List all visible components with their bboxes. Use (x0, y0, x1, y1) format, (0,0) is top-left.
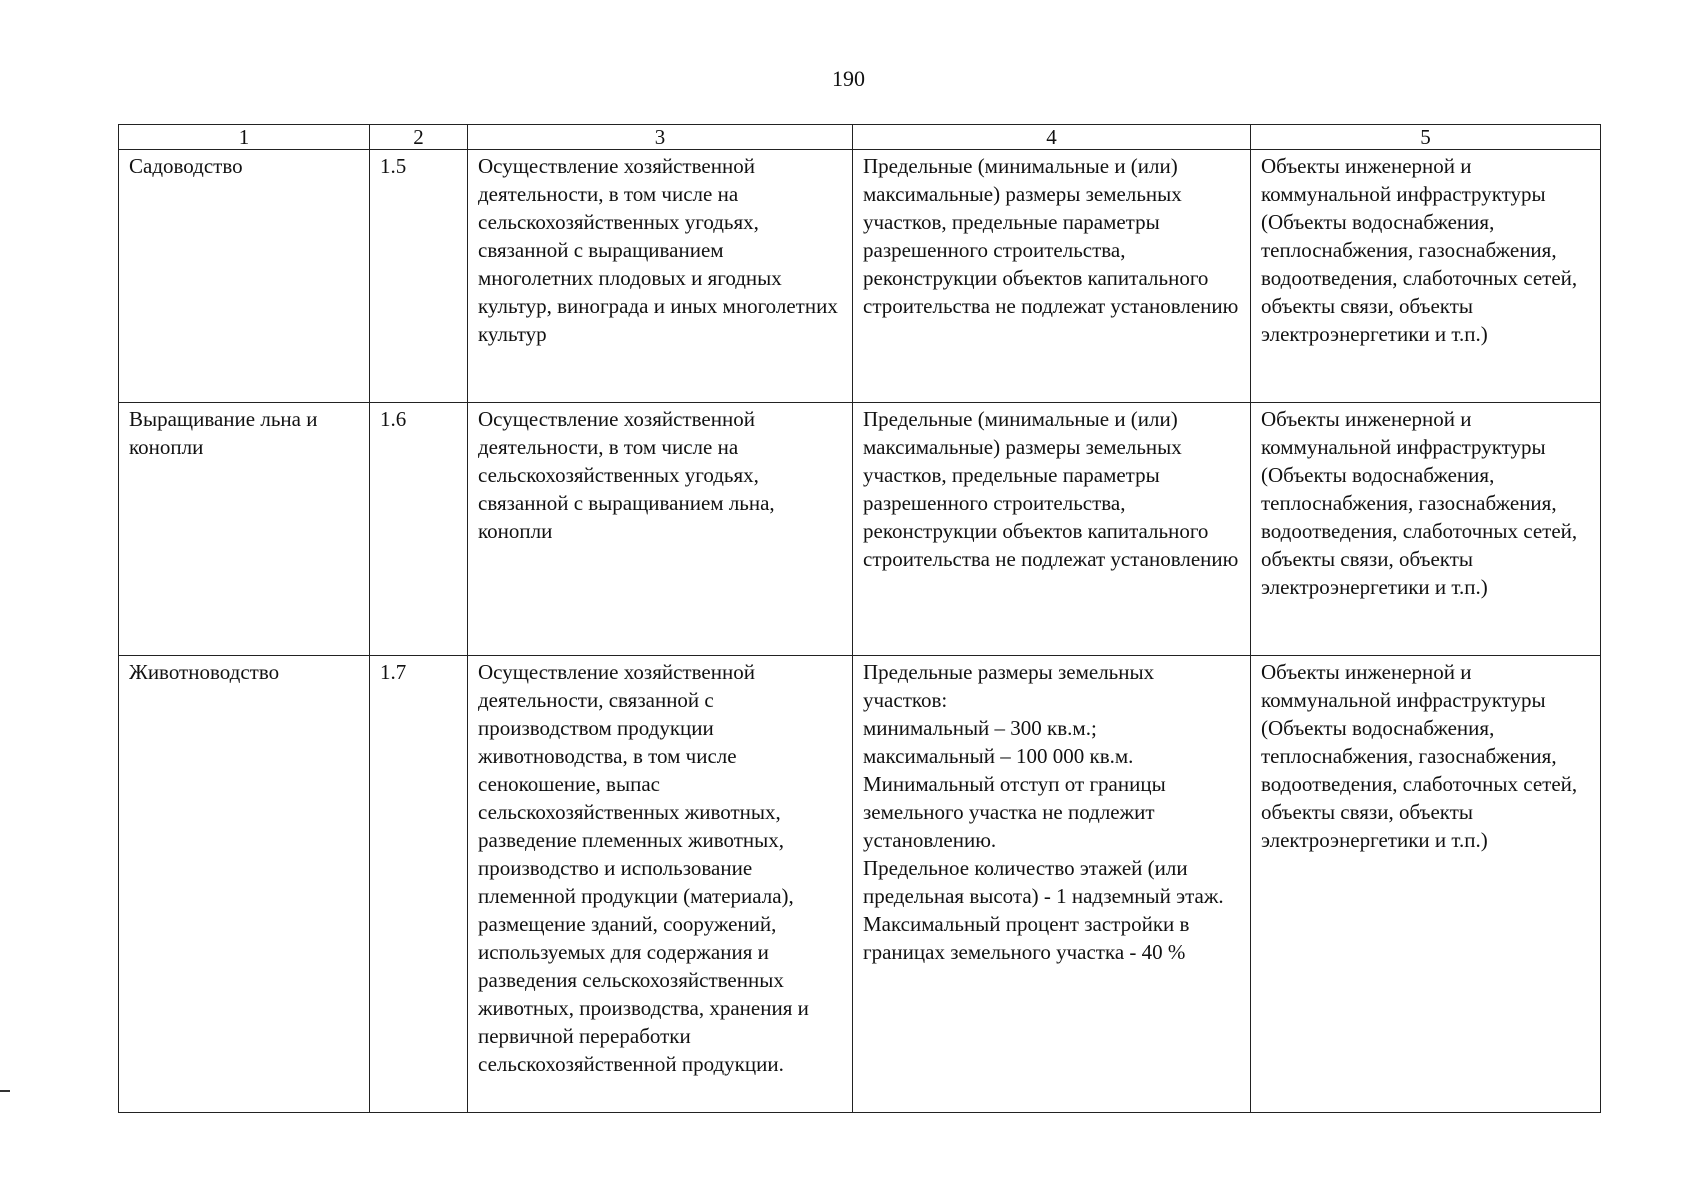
zoning-table (118, 124, 1601, 1113)
land-use-parameters: Предельные размеры земельных участков: минимальный – 300 кв.м.; максимальный – 100 000 кв.м. Минимальный отступ от границы земельного участка не подлежит установлению. Предельное количество этажей (или предельная высота) - 1 надземный этаж. Максимальный процент застройки в границах земельного участка - 40 % (853, 656, 1251, 1113)
page-number: 190 (832, 66, 865, 91)
land-use-name: Выращивание льна и конопли (119, 403, 370, 656)
land-use-description: Осуществление хозяйственной деятельности, в том числе на сельскохозяйственных угодьях, связанной с выращиванием льна, конопли (468, 403, 853, 656)
table-row (119, 403, 1601, 656)
land-use-code: 1.5 (370, 150, 468, 403)
header-col-2: 2 (370, 125, 468, 150)
header-col-3: 3 (468, 125, 853, 150)
land-use-parameters: Предельные (минимальные и (или) максимальные) размеры земельных участков, предельные параметры разрешенного строительства, реконструкции объектов капитального строительства не подлежат установлению (853, 150, 1251, 403)
land-use-objects: Объекты инженерной и коммунальной инфраструктуры (Объекты водоснабжения, теплоснабжения, газоснабжения, водоотведения, слаботочных сетей, объекты связи, объекты электроэнергетики и т.п.) (1251, 656, 1601, 1113)
land-use-objects: Объекты инженерной и коммунальной инфраструктуры (Объекты водоснабжения, теплоснабжения, газоснабжения, водоотведения, слаботочных сетей, объекты связи, объекты электроэнергетики и т.п.) (1251, 150, 1601, 403)
land-use-description: Осуществление хозяйственной деятельности, в том числе на сельскохозяйственных угодьях, связанной с выращиванием многолетних плодовых и ягодных культур, винограда и иных многолетних культур (468, 150, 853, 403)
table-row (119, 150, 1601, 403)
land-use-code: 1.6 (370, 403, 468, 656)
header-col-1: 1 (119, 125, 370, 150)
margin-mark (0, 1090, 10, 1092)
table-row (119, 656, 1601, 1113)
land-use-name: Животноводство (119, 656, 370, 1113)
land-use-name: Садоводство (119, 150, 370, 403)
table-header-row (119, 125, 1601, 150)
land-use-objects: Объекты инженерной и коммунальной инфраструктуры (Объекты водоснабжения, теплоснабжения, газоснабжения, водоотведения, слаботочных сетей, объекты связи, объекты электроэнергетики и т.п.) (1251, 403, 1601, 656)
land-use-parameters: Предельные (минимальные и (или) максимальные) размеры земельных участков, предельные параметры разрешенного строительства, реконструкции объектов капитального строительства не подлежат установлению (853, 403, 1251, 656)
land-use-code: 1.7 (370, 656, 468, 1113)
land-use-description: Осуществление хозяйственной деятельности, связанной с производством продукции животноводства, в том числе сенокошение, выпас сельскохозяйственных животных, разведение племенных животных, производство и использование племенной продукции (материала), размещение зданий, сооружений, используемых для содержания и разведения сельскохозяйственных животных, производства, хранения и первичной переработки сельскохозяйственной продукции. (468, 656, 853, 1113)
header-col-4: 4 (853, 125, 1251, 150)
header-col-5: 5 (1251, 125, 1601, 150)
